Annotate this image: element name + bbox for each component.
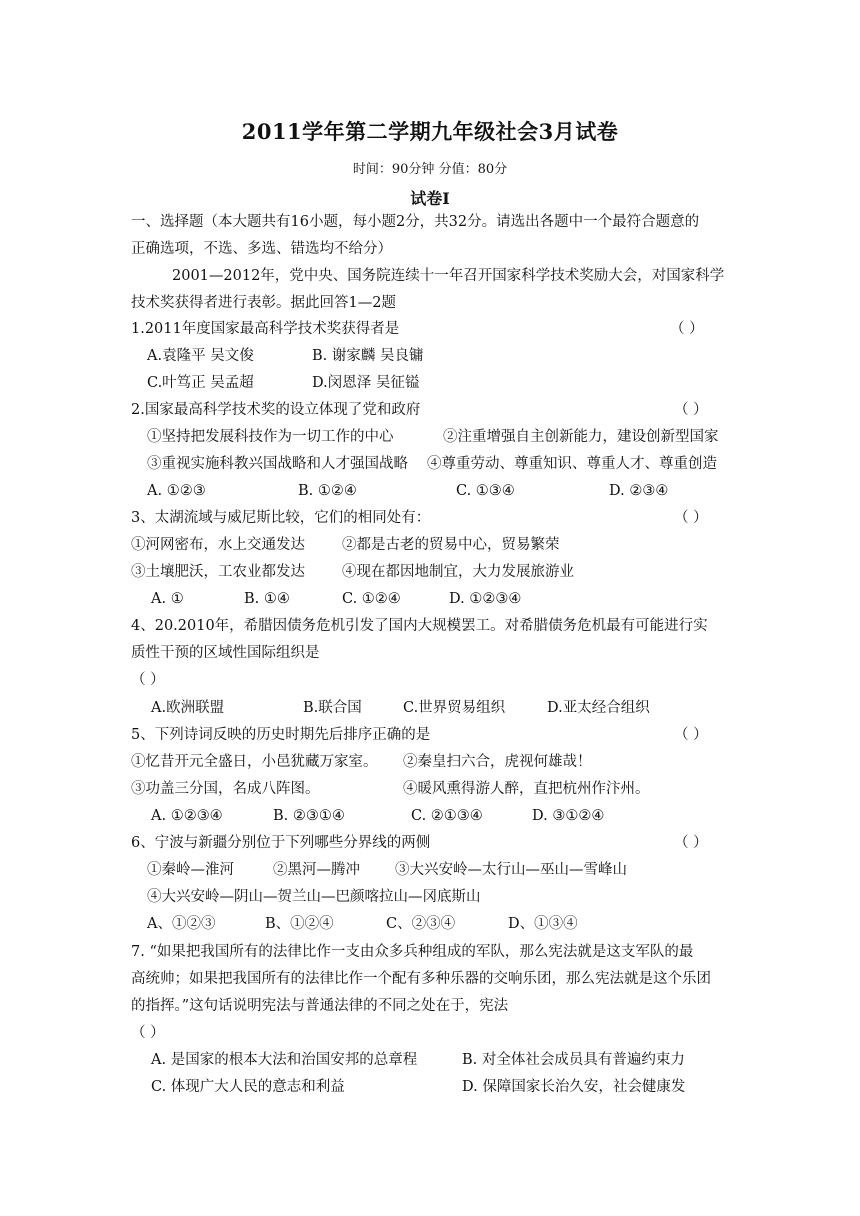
q5-statement-4: ④暖风熏得游人醉，直把杭州作汴州。: [403, 781, 650, 797]
q5-statement-1: ①忆昔开元全盛日，小邑犹藏万家室。: [131, 754, 378, 770]
q7-stem-line-3: 的指挥。”这句话说明宪法与普通法律的不同之处在于，宪法: [131, 998, 509, 1014]
q1-option-b: B. 谢家麟 吴良镛: [312, 348, 424, 364]
q2-option-b: B. ①②④: [298, 483, 357, 499]
q4-stem-line-1: 4、20.2010年，希腊因债务危机引发了国内大规模罢工。对希腊债务危机最有可能进行实: [131, 618, 708, 634]
q1-answer-blank: （ ）: [670, 321, 704, 337]
q2-statement-1: ①坚持把发展科技作为一切工作的中心: [147, 429, 394, 445]
q3-answer-blank: （ ）: [674, 510, 708, 526]
q4-option-a: A.欧洲联盟: [151, 700, 225, 716]
q4-answer-blank: （ ）: [131, 672, 165, 688]
q2-option-c: C. ①③④: [456, 483, 515, 499]
q4-option-b: B.联合国: [303, 700, 362, 716]
q2-option-d: D. ②③④: [609, 483, 669, 499]
q2-statement-2: ②注重增强自主创新能力，建设创新型国家: [443, 429, 719, 445]
q7-answer-blank: （ ）: [131, 1025, 165, 1041]
q2-statement-3: ③重视实施科教兴国战略和人才强国战略: [147, 456, 408, 472]
q5-option-b: B. ②③①④: [273, 808, 345, 824]
q3-statement-2: ②都是古老的贸易中心，贸易繁荣: [342, 537, 560, 553]
q3-option-d: D. ①②③④: [449, 591, 522, 607]
q2-answer-blank: （ ）: [674, 402, 708, 418]
q5-option-d: D. ③①②④: [532, 808, 605, 824]
q6-statement-2: ②黑河—腾冲: [273, 862, 360, 878]
q5-statement-3: ③功盖三分国，名成八阵图。: [131, 781, 320, 797]
q2-option-a: A. ①②③: [147, 483, 206, 499]
q4-option-d: D.亚太经合组织: [547, 700, 650, 716]
q7-stem-line-2: 高统帅；如果把我国所有的法律比作一个配有多种乐器的交响乐团，那么宪法就是这个乐团: [131, 971, 711, 987]
q5-answer-blank: （ ）: [674, 727, 708, 743]
intro-line-2: 技术奖获得者进行表彰。据此回答1—2题: [131, 295, 396, 311]
q3-stem: 3、太湖流域与威尼斯比较，它们的相同处有：: [131, 510, 431, 526]
q4-stem-line-2: 质性干预的区域性国际组织是: [131, 645, 320, 661]
q5-statement-2: ②秦皇扫六合，虎视何雄哉！: [403, 754, 592, 770]
q3-statement-1: ①河网密布，水上交通发达: [131, 537, 305, 553]
q1-stem: 1.2011年度国家最高科学技术奖获得者是: [131, 321, 400, 337]
instructions-line-1: 一、选择题（本大题共有16小题，每小题2分，共32分。请选出各题中一个最符合题意的: [131, 214, 700, 230]
q4-option-c: C.世界贸易组织: [403, 700, 506, 716]
exam-meta: 时间：90分钟 分值：80分: [352, 162, 508, 177]
q6-answer-blank: （ ）: [674, 835, 708, 851]
section-heading: 试卷Ⅰ: [410, 189, 450, 208]
q6-option-b: B、①②④: [265, 916, 334, 932]
q3-statement-4: ④现在都因地制宜，大力发展旅游业: [342, 564, 574, 580]
q5-stem: 5、下列诗词反映的历史时期先后排序正确的是: [131, 727, 431, 743]
q6-statement-3: ③大兴安岭—太行山—巫山—雪峰山: [395, 862, 627, 878]
q6-statement-4: ④大兴安岭—阴山—贺兰山—巴颜喀拉山—冈底斯山: [147, 889, 481, 905]
q7-option-a: A. 是国家的根本大法和治国安邦的总章程: [151, 1052, 418, 1068]
q1-option-d: D.闵恩泽 吴征镒: [312, 375, 420, 391]
q1-option-c: C.叶笃正 吴孟超: [147, 375, 254, 391]
q6-option-d: D、①③④: [508, 916, 578, 932]
q3-option-b: B. ①④: [244, 591, 290, 607]
q7-option-c: C. 体现广大人民的意志和利益: [151, 1079, 345, 1095]
q6-stem: 6、宁波与新疆分别位于下列哪些分界线的两侧: [131, 835, 431, 851]
q6-statement-1: ①秦岭—淮河: [147, 862, 234, 878]
q7-option-d: D. 保障国家长治久安，社会健康发: [462, 1079, 686, 1095]
q3-option-c: C. ①②④: [342, 591, 401, 607]
q2-stem: 2.国家最高科学技术奖的设立体现了党和政府: [131, 402, 421, 418]
q5-option-a: A. ①②③④: [151, 808, 223, 824]
exam-title: 2011学年第二学期九年级社会3月试卷: [241, 119, 619, 144]
q6-option-c: C、②③④: [386, 916, 456, 932]
q2-statement-4: ④尊重劳动、尊重知识、尊重人才、尊重创造: [427, 456, 717, 472]
q5-option-c: C. ②①③④: [411, 808, 483, 824]
instructions-line-2: 正确选项，不选、多选、错选均不给分）: [131, 241, 392, 257]
q7-option-b: B. 对全体社会成员具有普遍约束力: [462, 1052, 685, 1068]
intro-line-1: 2001—2012年，党中央、国务院连续十一年召开国家科学技术奖励大会，对国家科学: [172, 268, 725, 284]
q1-option-a: A.袁隆平 吴文俊: [147, 348, 254, 364]
q3-statement-3: ③土壤肥沃，工农业都发达: [131, 564, 305, 580]
q7-stem-line-1: 7. “如果把我国所有的法律比作一支由众多兵种组成的军队，那么宪法就是这支军队的最: [131, 944, 694, 960]
q3-option-a: A. ①: [151, 591, 184, 607]
q6-option-a: A、①②③: [147, 916, 216, 932]
